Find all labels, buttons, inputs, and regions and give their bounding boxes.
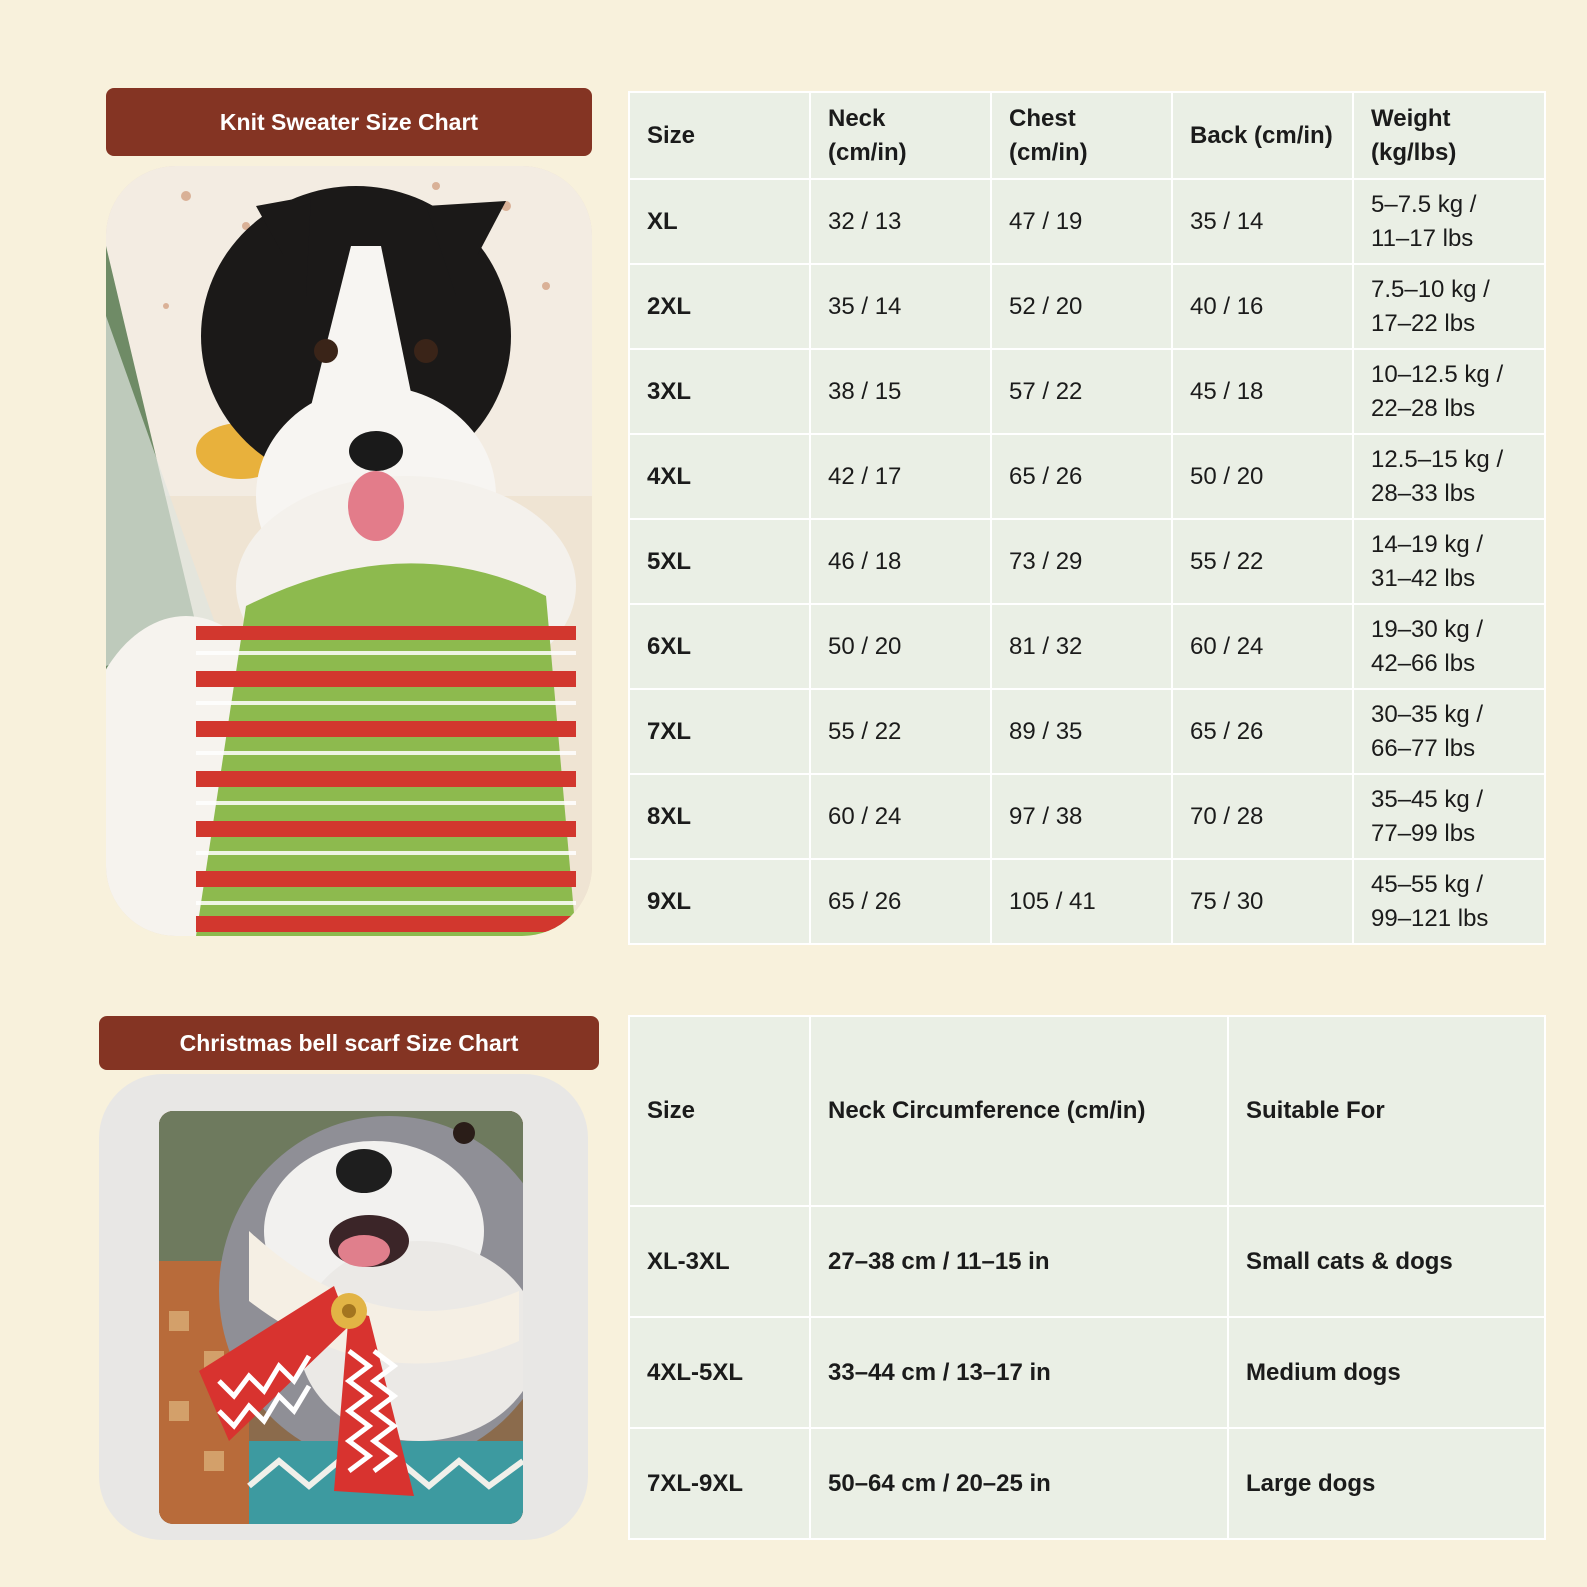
weight-cell: [1353, 349, 1545, 434]
table-row: [629, 264, 1545, 349]
weight-lbs: 22–28 lbs: [1371, 394, 1476, 422]
neck-cell: 65 / 26: [810, 859, 991, 944]
scarf-dog-photo: [159, 1111, 523, 1524]
weight-cell: [1353, 434, 1545, 519]
weight-kg: 10–12.5 kg /: [1371, 360, 1504, 388]
header-chest-text: Chest (cm/in): [1009, 104, 1088, 166]
neck-cell: 60 / 24: [810, 774, 991, 859]
sweater-chart-title-text: Knit Sweater Size Chart: [219, 108, 479, 135]
weight-lbs: 66–77 lbs: [1371, 734, 1476, 762]
table-row: [629, 1428, 1545, 1539]
back-cell: 70 / 28: [1172, 774, 1353, 859]
back-cell: 35 / 14: [1172, 179, 1353, 264]
table-row: [629, 349, 1545, 434]
neck-cell: 50 / 20: [810, 604, 991, 689]
weight-cell: [1353, 689, 1545, 774]
table-row: [629, 519, 1545, 604]
header-suitable-for: Suitable For: [1228, 1016, 1545, 1206]
table-row: [629, 689, 1545, 774]
size-cell: 3XL: [629, 349, 810, 434]
header-size: Size: [629, 92, 810, 179]
weight-cell: [1353, 774, 1545, 859]
scarf-photo-frame: [99, 1074, 588, 1540]
size-cell: XL-3XL: [629, 1206, 810, 1317]
suitable-cell: Medium dogs: [1228, 1317, 1545, 1428]
table-row: [629, 859, 1545, 944]
weight-lbs: 42–66 lbs: [1371, 649, 1476, 677]
size-cell: 8XL: [629, 774, 810, 859]
weight-cell: [1353, 264, 1545, 349]
chest-cell: 57 / 22: [991, 349, 1172, 434]
table-row: [629, 604, 1545, 689]
header-size: Size: [629, 1016, 810, 1206]
header-chest: [991, 92, 1172, 179]
weight-kg: 5–7.5 kg /: [1371, 190, 1477, 218]
back-cell: 75 / 30: [1172, 859, 1353, 944]
weight-kg: 30–35 kg /: [1371, 700, 1484, 728]
neck-cell: 27–38 cm / 11–15 in: [810, 1206, 1228, 1317]
size-cell: 5XL: [629, 519, 810, 604]
size-cell: 7XL-9XL: [629, 1428, 810, 1539]
neck-cell: 50–64 cm / 20–25 in: [810, 1428, 1228, 1539]
header-weight: [1353, 92, 1545, 179]
weight-lbs: 28–33 lbs: [1371, 479, 1476, 507]
suitable-cell: Large dogs: [1228, 1428, 1545, 1539]
weight-lbs: 99–121 lbs: [1371, 904, 1489, 932]
back-cell: 45 / 18: [1172, 349, 1353, 434]
chest-cell: 47 / 19: [991, 179, 1172, 264]
weight-cell: [1353, 519, 1545, 604]
weight-lbs: 77–99 lbs: [1371, 819, 1476, 847]
weight-lbs: 11–17 lbs: [1371, 224, 1474, 252]
suitable-cell: Small cats & dogs: [1228, 1206, 1545, 1317]
table-row: [629, 179, 1545, 264]
chest-cell: 73 / 29: [991, 519, 1172, 604]
neck-cell: 32 / 13: [810, 179, 991, 264]
scarf-chart-title-text: Christmas bell scarf Size Chart: [179, 1029, 519, 1056]
table-row: [629, 1317, 1545, 1428]
header-weight-text: Weight (kg/lbs): [1371, 104, 1457, 166]
table-row: [629, 434, 1545, 519]
table-row: [629, 774, 1545, 859]
size-cell: 6XL: [629, 604, 810, 689]
weight-lbs: 31–42 lbs: [1371, 564, 1476, 592]
back-cell: 60 / 24: [1172, 604, 1353, 689]
size-cell: XL: [629, 179, 810, 264]
neck-cell: 38 / 15: [810, 349, 991, 434]
chest-cell: 81 / 32: [991, 604, 1172, 689]
sweater-dog-photo: [106, 166, 592, 936]
chest-cell: 105 / 41: [991, 859, 1172, 944]
size-cell: 2XL: [629, 264, 810, 349]
weight-kg: 45–55 kg /: [1371, 870, 1484, 898]
header-neck-circumference: Neck Circumference (cm/in): [810, 1016, 1228, 1206]
sweater-chart-title: [106, 88, 592, 156]
neck-cell: 35 / 14: [810, 264, 991, 349]
back-cell: 55 / 22: [1172, 519, 1353, 604]
size-cell: 7XL: [629, 689, 810, 774]
weight-kg: 19–30 kg /: [1371, 615, 1484, 643]
header-neck: [810, 92, 991, 179]
weight-lbs: 17–22 lbs: [1371, 309, 1476, 337]
size-cell: 9XL: [629, 859, 810, 944]
weight-cell: [1353, 859, 1545, 944]
table-row: [629, 1206, 1545, 1317]
weight-kg: 35–45 kg /: [1371, 785, 1484, 813]
scarf-size-table: [628, 1015, 1546, 1540]
weight-kg: 12.5–15 kg /: [1371, 445, 1504, 473]
chest-cell: 52 / 20: [991, 264, 1172, 349]
back-cell: 40 / 16: [1172, 264, 1353, 349]
sweater-size-table: [628, 91, 1546, 945]
table-header-row: [629, 1016, 1545, 1206]
header-neck-text: Neck (cm/in): [828, 104, 907, 166]
neck-cell: 33–44 cm / 13–17 in: [810, 1317, 1228, 1428]
weight-cell: [1353, 604, 1545, 689]
weight-kg: 14–19 kg /: [1371, 530, 1484, 558]
size-cell: 4XL: [629, 434, 810, 519]
neck-cell: 55 / 22: [810, 689, 991, 774]
weight-cell: [1353, 179, 1545, 264]
size-cell: 4XL-5XL: [629, 1317, 810, 1428]
chest-cell: 97 / 38: [991, 774, 1172, 859]
scarf-chart-title: [99, 1016, 599, 1070]
neck-cell: 42 / 17: [810, 434, 991, 519]
table-header-row: [629, 92, 1545, 179]
chest-cell: 89 / 35: [991, 689, 1172, 774]
weight-kg: 7.5–10 kg /: [1371, 275, 1490, 303]
neck-cell: 46 / 18: [810, 519, 991, 604]
chest-cell: 65 / 26: [991, 434, 1172, 519]
header-back: Back (cm/in): [1172, 92, 1353, 179]
back-cell: 50 / 20: [1172, 434, 1353, 519]
back-cell: 65 / 26: [1172, 689, 1353, 774]
